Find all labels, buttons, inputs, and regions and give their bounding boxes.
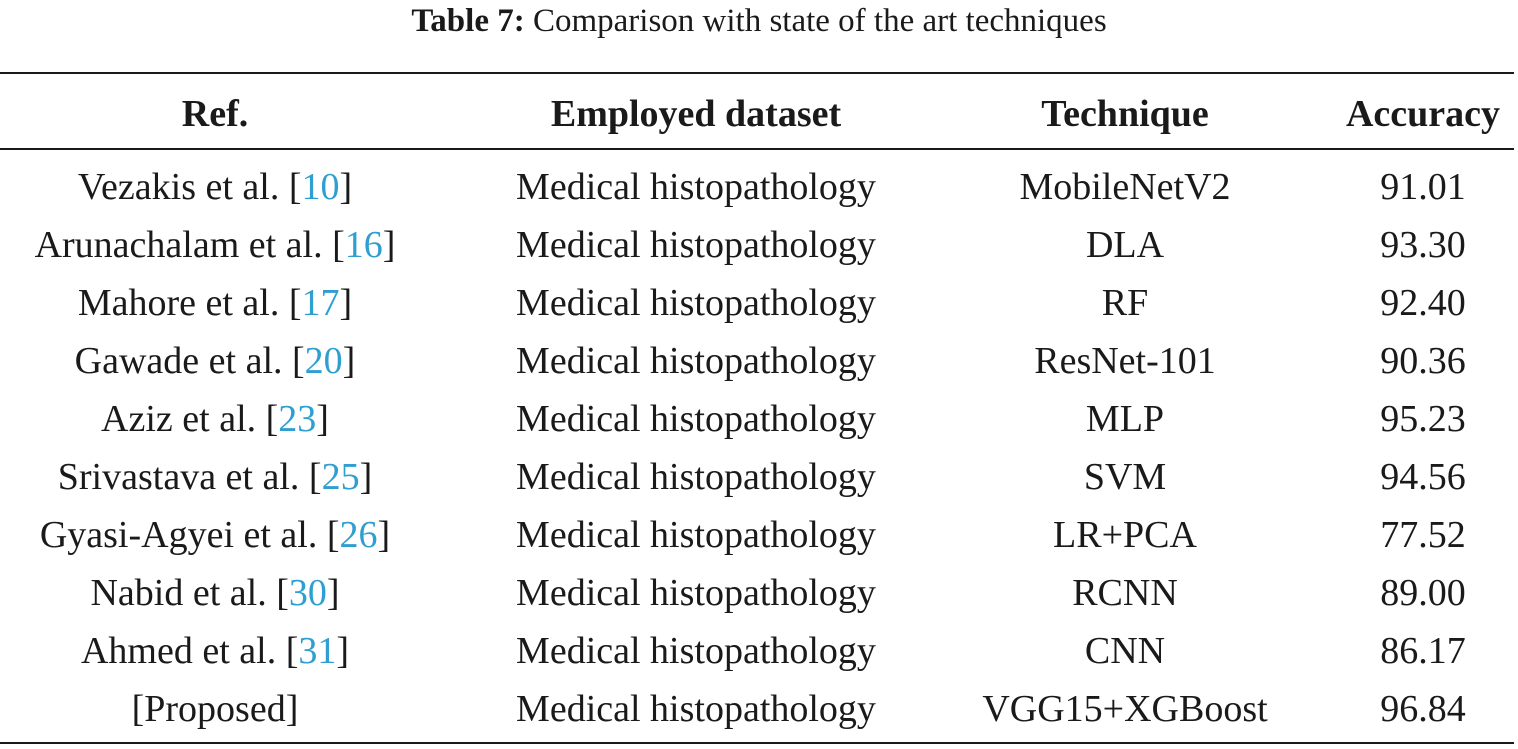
table-row (0, 158, 1518, 216)
accuracy-cell: 92.40 (1380, 282, 1466, 324)
table-row (0, 564, 1518, 622)
header-dataset: Employed dataset (550, 93, 842, 135)
technique-cell: MLP (1085, 398, 1165, 440)
ref-cell (0, 158, 430, 216)
ref-cell (0, 506, 430, 564)
ref-text: Mahore et al. [ (77, 282, 302, 324)
ref-text: Gawade et al. [ (74, 340, 305, 382)
table-row (0, 216, 1518, 274)
table-row (0, 506, 1518, 564)
ref-cell (0, 564, 430, 622)
table-header-row (0, 86, 1518, 142)
dataset-cell: Medical histopathology (516, 514, 876, 556)
citation-link[interactable]: 10 (301, 166, 340, 208)
table-body (0, 158, 1518, 738)
ref-cell (0, 332, 430, 390)
ref-text: Gyasi-Agyei et al. [ (39, 514, 340, 556)
table-bottom-rule (0, 742, 1514, 744)
ref-cell (0, 216, 430, 274)
ref-close: ] (336, 630, 350, 672)
ref-text: Arunachalam et al. [ (34, 224, 345, 266)
table-row-proposed (0, 680, 1518, 738)
dataset-cell: Medical histopathology (516, 688, 876, 730)
ref-close: ] (342, 340, 356, 382)
ref-cell (0, 274, 430, 332)
ref-close: ] (316, 398, 329, 440)
ref-text: [Proposed] (131, 688, 299, 730)
accuracy-cell: 96.84 (1380, 688, 1466, 730)
accuracy-cell: 91.01 (1380, 166, 1466, 208)
table-caption-label: Table 7: (411, 3, 525, 39)
table-header-rule (0, 148, 1514, 150)
dataset-cell: Medical histopathology (516, 224, 876, 266)
citation-link[interactable]: 30 (288, 572, 327, 614)
ref-text: Aziz et al. [ (101, 398, 279, 440)
header-technique: Technique (1041, 93, 1209, 135)
accuracy-cell: 93.30 (1380, 224, 1466, 266)
dataset-cell: Medical histopathology (516, 630, 876, 672)
table-top-rule (0, 72, 1514, 74)
dataset-cell: Medical histopathology (516, 398, 876, 440)
ref-close: ] (339, 282, 353, 324)
accuracy-cell: 86.17 (1380, 630, 1466, 672)
accuracy-cell: 90.36 (1380, 340, 1466, 382)
ref-text: Srivastava et al. [ (57, 456, 322, 498)
ref-text: Ahmed et al. [ (80, 630, 299, 672)
citation-link[interactable]: 16 (344, 224, 383, 266)
ref-close: ] (382, 224, 396, 266)
technique-cell: MobileNetV2 (1019, 166, 1231, 208)
header-ref: Ref. (181, 93, 249, 135)
accuracy-cell: 77.52 (1380, 514, 1466, 556)
table-row (0, 448, 1518, 506)
ref-close: ] (377, 514, 391, 556)
header-accuracy: Accuracy (1345, 93, 1501, 135)
citation-link[interactable]: 17 (301, 282, 340, 324)
citation-link[interactable]: 23 (278, 398, 317, 440)
ref-text: Nabid et al. [ (90, 572, 289, 614)
ref-close: ] (359, 456, 373, 498)
ref-text: Vezakis et al. [ (77, 166, 302, 208)
technique-cell: SVM (1083, 456, 1167, 498)
table-caption-text: Comparison with state of the art techniques (532, 3, 1107, 39)
table-row (0, 622, 1518, 680)
accuracy-cell: 94.56 (1380, 456, 1466, 498)
technique-cell: RCNN (1072, 572, 1178, 614)
ref-cell (0, 390, 430, 448)
technique-cell: VGG15+XGBoost (982, 688, 1268, 730)
technique-cell: ResNet-101 (1034, 340, 1216, 382)
technique-cell: RF (1101, 282, 1149, 324)
table-row (0, 390, 1518, 448)
dataset-cell: Medical histopathology (516, 166, 876, 208)
ref-close: ] (326, 572, 340, 614)
dataset-cell: Medical histopathology (516, 572, 876, 614)
technique-cell: LR+PCA (1053, 514, 1197, 556)
citation-link[interactable]: 25 (321, 456, 360, 498)
dataset-cell: Medical histopathology (516, 340, 876, 382)
table-row (0, 274, 1518, 332)
technique-cell: DLA (1085, 224, 1165, 266)
dataset-cell: Medical histopathology (516, 282, 876, 324)
citation-link[interactable]: 20 (304, 340, 343, 382)
ref-close: ] (339, 166, 353, 208)
accuracy-cell: 95.23 (1380, 398, 1466, 440)
table-row (0, 332, 1518, 390)
accuracy-cell: 89.00 (1380, 572, 1466, 614)
technique-cell: CNN (1084, 630, 1166, 672)
citation-link[interactable]: 31 (298, 630, 337, 672)
citation-link[interactable]: 26 (339, 514, 378, 556)
ref-cell (0, 448, 430, 506)
dataset-cell: Medical histopathology (516, 456, 876, 498)
table-caption (0, 0, 1518, 42)
ref-cell (0, 680, 430, 738)
ref-cell (0, 622, 430, 680)
